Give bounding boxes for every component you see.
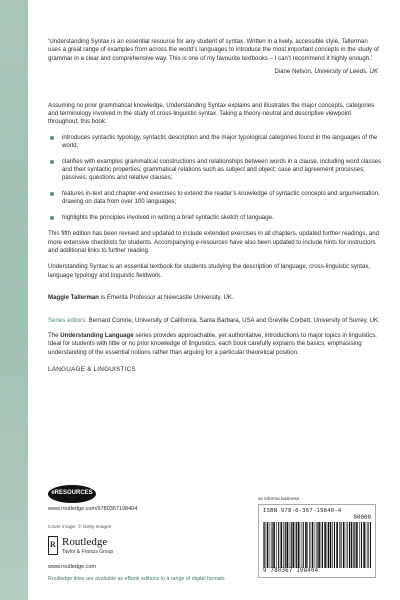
series-editors-text: Bernard Comrie, University of California, Santa Barbara, USA and Greville Corbett, University of Surrey, UK. — [86, 316, 380, 324]
barcode-bar — [272, 522, 273, 568]
barcode-bar — [281, 522, 283, 568]
subject-category: LANGUAGE & LINGUISTICS — [48, 366, 136, 374]
barcode-bar — [273, 522, 275, 568]
isbn-barcode — [263, 522, 347, 568]
barcode-bar — [295, 522, 296, 568]
barcode-bar — [296, 522, 297, 568]
barcode-bar — [327, 522, 328, 568]
author-bio — [48, 294, 382, 302]
barcode-bar — [303, 522, 304, 568]
barcode-bar — [328, 522, 329, 568]
edition-paragraph: This fifth edition has been revised and updated to include extended exercises in all chapters, updated further readings, and more extensive checklists for students. Accompanying e-resources have also been updated to include hints for instructors and additional links to further reading. — [48, 230, 379, 254]
feature-bullet: highlights the principles involved in writing a brief syntactic sketch of language. — [48, 214, 382, 222]
barcode-bar — [289, 522, 290, 568]
barcode-bar — [353, 522, 354, 568]
barcode-bar — [324, 522, 326, 568]
barcode-bar — [343, 522, 345, 568]
back-cover-text — [48, 38, 382, 375]
barcode-bar — [330, 522, 332, 568]
eresources-url[interactable]: www.routledge.com/9780367198404 — [48, 506, 138, 512]
routledge-logo — [48, 534, 148, 560]
publisher-url[interactable]: www.routledge.com — [48, 564, 96, 570]
barcode-bar — [322, 522, 323, 568]
barcode-bar — [318, 522, 320, 568]
isbn-text: ISBN 978-0-367-19840-4 — [263, 508, 342, 514]
barcode-bar — [351, 522, 353, 568]
barcode-bar — [359, 522, 360, 568]
price-code: 90000 — [353, 515, 371, 521]
barcode-bar — [305, 522, 307, 568]
barcode-bar — [263, 522, 264, 568]
barcode-bar — [321, 522, 322, 568]
cover-image-credit: Cover image: © Getty Images — [48, 525, 112, 530]
barcode-bar — [267, 522, 269, 568]
intro-paragraph: Assuming no prior grammatical knowledge, Understanding Syntax explains and illustrates the major concepts, categories and terminology involved in the study of cross-linguistic syntax. Taking a theory-neutral and descriptive viewpoint throughout, this book: — [48, 101, 375, 126]
barcode-bar — [291, 522, 292, 568]
series-editors — [48, 317, 382, 325]
series-vertical-title — [0, 0, 28, 600]
barcode-bar — [309, 522, 310, 568]
barcode-bar — [341, 522, 342, 568]
series-desc-lead: The — [48, 331, 61, 339]
feature-bullet-list — [48, 134, 382, 222]
feature-bullet: features in-text and chapter-end exercises to extend the reader’s knowledge of syntactic concepts and argumentation, drawing on data from over 100 languages; — [48, 190, 382, 207]
barcode-bar — [293, 522, 295, 568]
eresources-logo — [48, 485, 96, 503]
barcode-bar — [368, 522, 369, 568]
quote-attrib-name: Diane Nelson, — [274, 68, 313, 76]
series-description — [48, 332, 382, 357]
barcode-bar — [276, 522, 277, 568]
barcode-bar — [370, 522, 371, 568]
quote-attribution — [48, 68, 382, 76]
barcode-bar — [270, 522, 271, 568]
barcode-bar — [366, 522, 367, 568]
barcode-bar — [301, 522, 302, 568]
barcode-bar — [283, 522, 284, 568]
barcode-bar — [307, 522, 308, 568]
back-cover-footer — [48, 485, 382, 595]
barcode-bar — [315, 522, 316, 568]
author-role: is Emerita Professor at Newcastle University, UK. — [99, 294, 234, 302]
routledge-r-letter: R — [50, 540, 56, 549]
quote-attrib-affiliation: University of Leeds, UK — [314, 68, 378, 76]
barcode-bar — [317, 522, 318, 568]
series-editors-label: Series editors: — [48, 316, 87, 324]
publisher-name: Routledge — [62, 536, 108, 548]
barcode-bar — [336, 522, 338, 568]
barcode-bar — [339, 522, 340, 568]
barcode-bar — [285, 522, 286, 568]
barcode-bar — [354, 522, 355, 568]
barcode-bar — [278, 522, 279, 568]
barcode-bar — [298, 522, 300, 568]
barcode-bar — [349, 522, 350, 568]
barcode-bar — [287, 522, 289, 568]
barcode-bar — [356, 522, 358, 568]
routledge-r-icon — [48, 536, 58, 555]
barcode-panel — [258, 504, 376, 578]
barcode-bar — [347, 522, 348, 568]
barcode-bar — [334, 522, 335, 568]
author-name: Maggie Tallerman — [48, 294, 100, 302]
eresources-logo-text: eRESOURCES — [51, 490, 93, 496]
ean-digits: 9 780367 198404 — [263, 568, 319, 574]
feature-bullet: introduces syntactic typology, syntactic description and the major typological categories found in the languages of the world; — [48, 134, 382, 151]
barcode-bar — [264, 522, 265, 568]
series-desc-name: Understanding Language — [60, 331, 134, 339]
series-desc-rest: series provides approachable, yet authoritative, introductions to major topics in linguistics. Ideal for students with little or no prior knowledge of linguistics, each book carefully explains the basics, emphasising understanding of the essential notions rather than arguing for a particular theoretical position. — [48, 331, 377, 356]
review-quote: ‘Understanding Syntax is an essential resource for any student of syntax. Written in a lively, accessible style, Tallerman uses a great range of examples from across the world’s languages to introduce the most important concepts in the study of grammar in a clear and comprehensive way. This is one of my favourite textbooks – I can’t recommend it highly enough.’ — [48, 38, 379, 62]
barcode-bar — [363, 522, 365, 568]
price-barcode — [347, 522, 371, 568]
barcode-bar — [361, 522, 362, 568]
publisher-group: Taylor & Francis Group — [62, 549, 114, 555]
essential-paragraph: Understanding Syntax is an essential textbook for students studying the description of language, cross-linguistic syntax, language typology and linguistic fieldwork. — [48, 263, 371, 279]
feature-bullet: clarifies with examples grammatical constructions and relationships between words in a clause, including word classes and their syntactic properties; grammatical relations such as subject and object; case and agreement processes; passives; questions and relative clauses; — [48, 158, 382, 183]
barcode-bar — [312, 522, 314, 568]
informa-note: an informa business — [258, 496, 300, 501]
ebook-note: Routledge titles are available as eBook editions in a range of digital formats — [48, 576, 225, 582]
barcode-bar — [332, 522, 333, 568]
